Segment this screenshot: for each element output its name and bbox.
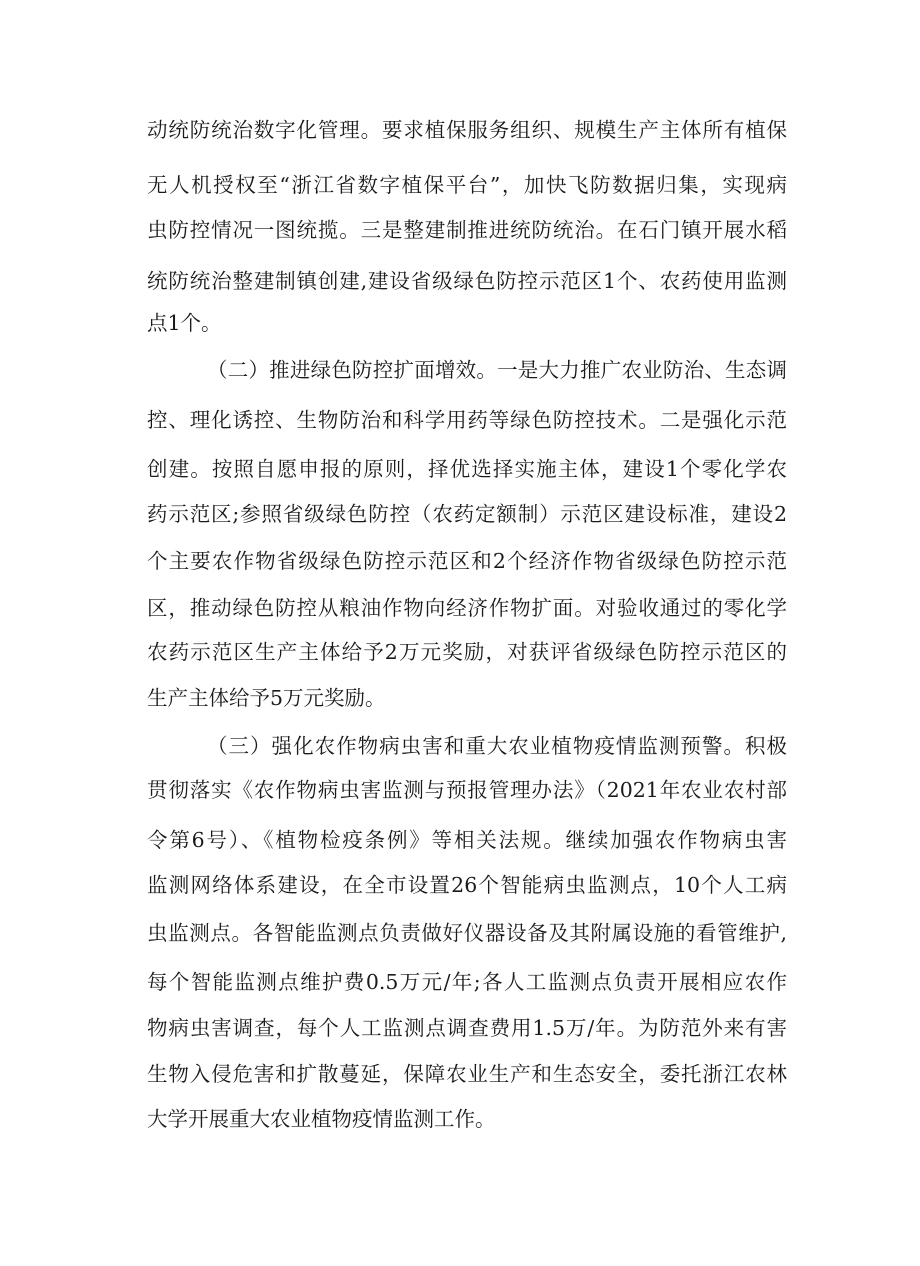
- text-line: 无人机授权至“浙江省数字植保平台”，加快飞防数据归集，实现病: [147, 173, 787, 197]
- text-line: 农药示范区生产主体给予2万元奖励，对获评省级绿色防控示范区的: [147, 640, 787, 664]
- text-line: 监测网络体系建设，在全市设置26个智能病虫监测点，10个人工病: [147, 873, 787, 897]
- text-line: 每个智能监测点维护费0.5万元/年;各人工监测点负责开展相应农作: [147, 970, 787, 994]
- text-line: 贯彻落实《农作物病虫害监测与预报管理办法》（2021年农业农村部: [147, 778, 787, 802]
- paragraph-heading-line: （二）推进绿色防控扩面增效。一是大力推广农业防治、生态调: [207, 358, 787, 382]
- text-line: 点1个。: [147, 311, 222, 335]
- text-line: 药示范区;参照省级绿色防控（农药定额制）示范区建设标准，建设2: [147, 502, 787, 526]
- text-line: 创建。按照自愿申报的原则，择优选择实施主体，建设1个零化学农: [147, 457, 787, 481]
- text-line: 生物入侵危害和扩散蔓延，保障农业生产和生态安全，委托浙江农林: [147, 1062, 787, 1086]
- text-line: 控、理化诱控、生物防治和科学用药等绿色防控技术。二是强化示范: [147, 408, 787, 432]
- text-line: 虫监测点。各智能监测点负责做好仪器设备及其附属设施的看管维护,: [147, 921, 787, 945]
- text-line: 动统防统治数字化管理。要求植保服务组织、规模生产主体所有植保: [147, 118, 787, 142]
- text-line: 统防统治整建制镇创建,建设省级绿色防控示范区1个、农药使用监测: [147, 269, 787, 293]
- text-line: 个主要农作物省级绿色防控示范区和2个经济作物省级绿色防控示范: [147, 549, 787, 573]
- paragraph-heading-line: （三）强化农作物病虫害和重大农业植物疫情监测预警。积极: [207, 734, 787, 758]
- text-line: 大学开展重大农业植物疫情监测工作。: [147, 1107, 496, 1131]
- text-line: 区，推动绿色防控从粮油作物向经济作物扩面。对验收通过的零化学: [147, 596, 787, 620]
- text-line: 生产主体给予5万元奖励。: [147, 686, 386, 710]
- text-line: 物病虫害调查，每个人工监测点调查费用1.5万/年。为防范外来有害: [147, 1016, 787, 1040]
- text-line: 虫防控情况一图统揽。三是整建制推进统防统治。在石门镇开展水稻: [147, 218, 787, 242]
- text-line: 令第6号）、《植物检疫条例》等相关法规。继续加强农作物病虫害: [147, 828, 787, 852]
